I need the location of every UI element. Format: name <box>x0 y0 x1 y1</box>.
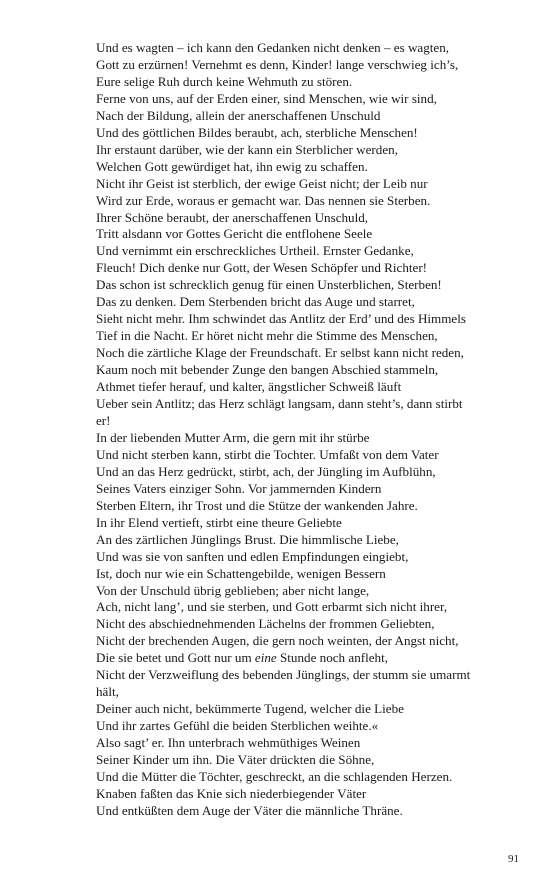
verse-line: Tief in die Nacht. Er höret nicht mehr die Stimme des Menschen, <box>96 328 438 344</box>
emphasized-word: eine <box>254 650 277 666</box>
verse-line: In der liebenden Mutter Arm, die gern mit ihr stürbe <box>96 429 370 445</box>
verse-line: Seines Vaters einziger Sohn. Vor jammernden Kindern <box>96 480 382 496</box>
verse-line: Ihr erstaunt darüber, wie der kann ein Sterblicher werden, <box>96 141 398 157</box>
verse-line: Ueber sein Antlitz; das Herz schlägt langsam, dann steht’s, dann stirbt <box>96 396 463 412</box>
verse-line: Gott zu erzürnen! Vernehmt es denn, Kinder! lange verschwieg ich’s, <box>96 56 459 72</box>
verse-line: Welchen Gott gewürdiget hat, ihn ewig zu schaffen. <box>96 158 368 174</box>
verse-line: Und des göttlichen Bildes beraubt, ach, sterbliche Menschen! <box>96 124 418 140</box>
verse-line: Nicht der brechenden Augen, die gern noch weinten, der Angst nicht, <box>96 633 459 649</box>
verse-line: Ist, doch nur wie ein Schattengebilde, wenigen Bessern <box>96 565 386 581</box>
verse-line: Und was sie von sanften und edlen Empfindungen eingiebt, <box>96 548 409 564</box>
verse-line: Nach der Bildung, allein der anerschaffenen Unschuld <box>96 107 381 123</box>
verse-line: Athmet tiefer herauf, und kalter, ängstlicher Schweiß läuft <box>96 379 402 395</box>
verse-line: Ach, nicht lang’, und sie sterben, und Gott erbarmt sich nicht ihrer, <box>96 599 448 615</box>
verse-line: Und an das Herz gedrückt, stirbt, ach, der Jüngling im Aufblühn, <box>96 463 436 479</box>
verse-line: Sterben Eltern, ihr Trost und die Stütze der wankenden Jahre. <box>96 497 418 513</box>
verse-line: hält, <box>96 684 119 700</box>
verse-line: Und nicht sterben kann, stirbt die Tochter. Umfaßt von dem Vater <box>96 446 439 462</box>
verse-line: Knaben faßten das Knie sich niederbiegender Väter <box>96 785 367 801</box>
verse-line: In ihr Elend vertieft, stirbt eine theure Geliebte <box>96 514 342 530</box>
verse-line: Ferne von uns, auf der Erden einer, sind Menschen, wie wir sind, <box>96 90 437 106</box>
verse-line: Sieht nicht mehr. Ihm schwindet das Antlitz der Erd’ und des Himmels <box>96 311 466 327</box>
verse-line: Und entküßten dem Auge der Väter die männliche Thräne. <box>96 802 403 818</box>
verse-line: Nicht ihr Geist ist sterblich, der ewige Geist nicht; der Leib nur <box>96 175 428 191</box>
verse-line: Und die Mütter die Töchter, geschreckt, an die schlagenden Herzen. <box>96 768 453 784</box>
verse-line: Kaum noch mit bebender Zunge den bangen Abschied stammeln, <box>96 362 439 378</box>
verse-line: Also sagt’ er. Ihn unterbrach wehmüthiges Weinen <box>96 735 361 751</box>
verse-line: Und vernimmt ein erschreckliches Urtheil. Ernster Gedanke, <box>96 243 414 259</box>
page-number: 91 <box>508 853 519 865</box>
verse-line: Von der Unschuld übrig geblieben; aber nicht lange, <box>96 582 370 598</box>
verse-line: Seiner Kinder um ihn. Die Väter drückten die Söhne, <box>96 752 375 768</box>
verse-line: Tritt alsdann vor Gottes Gericht die entflohene Seele <box>96 226 373 242</box>
verse-line: Eure selige Ruh durch keine Wehmuth zu stören. <box>96 73 353 89</box>
verse-line: Deiner auch nicht, bekümmerte Tugend, welcher die Liebe <box>96 701 404 717</box>
verse-line: Fleuch! Dich denke nur Gott, der Wesen Schöpfer und Richter! <box>96 260 428 276</box>
verse-line: Wird zur Erde, woraus er gemacht war. Das nennen sie Sterben. <box>96 192 431 208</box>
poem-text <box>96 40 526 820</box>
verse-line: Und ihr zartes Gefühl die beiden Sterblichen weihte.« <box>96 718 379 734</box>
verse-line: Ihrer Schöne beraubt, der anerschaffenen Unschuld, <box>96 209 369 225</box>
verse-line-text: Die sie betet und Gott nur um <box>96 650 255 666</box>
verse-line: Noch die zärtliche Klage der Freundschaft. Er selbst kann nicht reden, <box>96 345 464 361</box>
verse-line: Und es wagten – ich kann den Gedanken nicht denken – es wagten, <box>96 40 450 55</box>
verse-line: Das schon ist schrecklich genug für einen Unsterblichen, Sterben! <box>96 277 442 293</box>
page-body <box>96 40 526 820</box>
verse-line-text: Stunde noch anfleht, <box>276 650 389 666</box>
verse-line: er! <box>96 412 111 428</box>
verse-line: Nicht der Verzweiflung des bebenden Jünglings, der stumm sie umarmt <box>96 667 471 683</box>
verse-line: Nicht des abschiednehmenden Lächelns der frommen Geliebten, <box>96 616 435 632</box>
verse-line: Das zu denken. Dem Sterbenden bricht das Auge und starret, <box>96 294 415 310</box>
verse-line: An des zärtlichen Jünglings Brust. Die himmlische Liebe, <box>96 531 399 547</box>
verse-line <box>96 650 526 667</box>
